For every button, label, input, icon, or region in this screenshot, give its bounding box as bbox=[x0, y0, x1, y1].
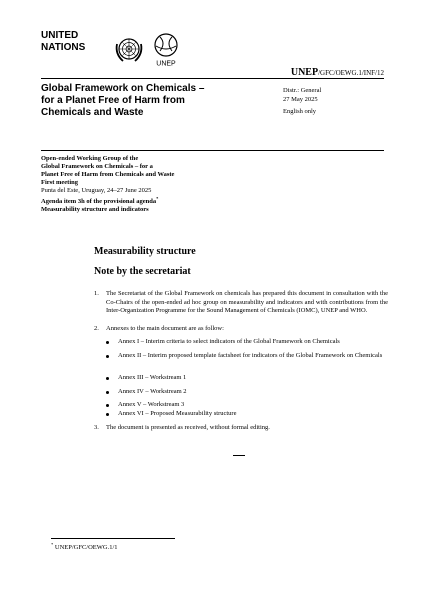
document-language: English only bbox=[283, 108, 317, 115]
meeting-name-line-1: Open-ended Working Group of the bbox=[41, 155, 139, 162]
unep-logo bbox=[150, 32, 182, 68]
bullet-icon bbox=[106, 377, 109, 380]
distribution-info bbox=[283, 86, 321, 116]
framework-title-line-1: Global Framework on Chemicals – bbox=[41, 83, 205, 94]
list-item-text: Annex I – Interim criteria to select indicators of the Global Framework on Chemicals bbox=[118, 338, 340, 345]
paragraph-number-2: 2. bbox=[94, 325, 99, 332]
distribution-status: Distr.: General bbox=[283, 87, 322, 94]
paragraph-1: The Secretariat of the Global Framework on chemicals has prepared this document in consultation with the Co-Chairs of the open-ended ad hoc group on measurability and indicators and with contributions from the Inter-Organization Programme for the Sound Management of Chemicals (IOMC), UNEP and WHO. bbox=[106, 290, 388, 314]
agenda-item bbox=[41, 195, 241, 206]
meeting-session: First meeting bbox=[41, 179, 79, 186]
bullet-icon bbox=[106, 391, 109, 394]
bullet-icon bbox=[106, 341, 109, 344]
list-item-text: Annex II – Interim proposed template factsheet for indicators of the Global Framework on Chemicals bbox=[118, 352, 383, 359]
list-item-text: Annex III – Workstream 1 bbox=[118, 374, 187, 381]
header-divider bbox=[41, 78, 384, 79]
meeting-name-line-2: Global Framework on Chemicals – for a bbox=[41, 163, 153, 170]
framework-title-line-2: for a Planet Free of Harm from bbox=[41, 95, 185, 106]
document-date: 27 May 2025 bbox=[283, 96, 318, 103]
framework-title-line-3: Chemicals and Waste bbox=[41, 107, 144, 118]
organization-name bbox=[41, 30, 85, 54]
un-emblem-icon bbox=[113, 34, 145, 66]
meeting-name-line-3: Planet Free of Harm from Chemicals and Waste bbox=[41, 171, 175, 178]
list-item-text: Annex VI – Proposed Measurability structure bbox=[118, 410, 237, 417]
agenda-item-text: Agenda item 3h of the provisional agenda bbox=[41, 198, 157, 206]
paragraph-2: Annexes to the main document are as follow: bbox=[106, 325, 224, 332]
bullet-icon bbox=[106, 413, 109, 416]
document-symbol-prefix: UNEP bbox=[290, 67, 319, 78]
list-item-text: Annex V – Workstream 3 bbox=[118, 401, 185, 408]
meeting-info bbox=[41, 155, 241, 214]
org-name-line-1: UNITED bbox=[41, 30, 79, 41]
document-symbol-suffix: /GFC/OEWG.1/INF/12 bbox=[318, 69, 384, 77]
framework-title bbox=[41, 83, 261, 119]
unep-logo-text: UNEP bbox=[156, 60, 176, 68]
agenda-footnote-marker: * bbox=[156, 196, 159, 201]
list-item-text: Annex IV – Workstream 2 bbox=[118, 388, 187, 395]
paragraph-number-1: 1. bbox=[94, 290, 99, 297]
paragraph-3: The document is presented as received, without formal editing. bbox=[106, 424, 270, 431]
meeting-place-date: Punta del Este, Uruguay, 24–27 June 2025 bbox=[41, 187, 152, 194]
document-subtitle: Note by the secretariat bbox=[94, 266, 191, 277]
document-title: Measurability structure bbox=[94, 246, 196, 257]
section-divider bbox=[41, 150, 384, 151]
org-name-line-2: NATIONS bbox=[41, 42, 86, 53]
footnote-marker: * bbox=[51, 542, 54, 547]
footnote-text: UNEP/GFC/OEWG.1/1 bbox=[54, 544, 118, 552]
end-of-text-divider bbox=[233, 455, 245, 456]
agenda-item-title: Measurability structure and indicators bbox=[41, 206, 149, 214]
paragraph-number-3: 3. bbox=[94, 424, 99, 431]
document-symbol bbox=[250, 67, 384, 78]
footnote-divider bbox=[51, 538, 175, 539]
bullet-icon bbox=[106, 404, 109, 407]
bullet-icon bbox=[106, 355, 109, 358]
footnote bbox=[51, 542, 118, 551]
